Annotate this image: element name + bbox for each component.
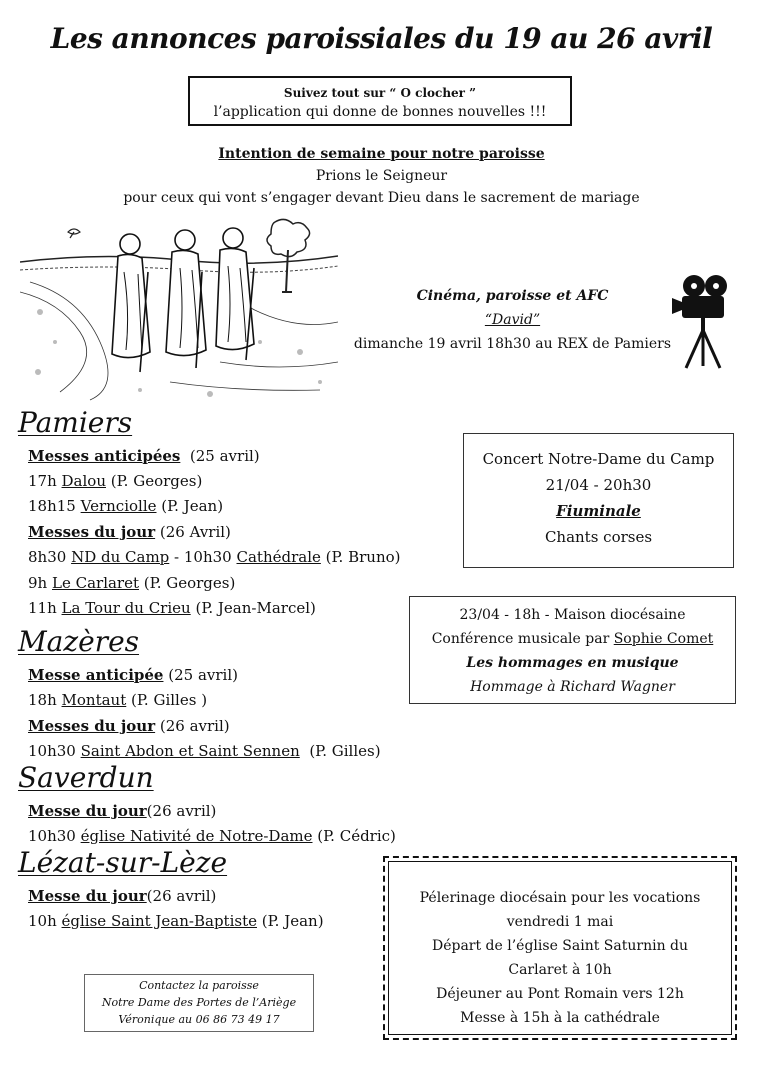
movie-camera-icon xyxy=(672,272,734,370)
concert-group: Fiuminale xyxy=(556,502,641,520)
mass-separator: - 10h30 xyxy=(169,548,237,566)
mass-place: Dalou xyxy=(61,472,106,490)
pilgrimage-line5: Déjeuner au Pont Romain vers 12h xyxy=(436,986,684,1002)
concert-title: Concert Notre-Dame du Camp xyxy=(482,450,715,468)
conference-subtitle: Hommage à Richard Wagner xyxy=(470,679,675,695)
mass-date: (25 avril) xyxy=(189,447,260,465)
mass-time: 17h xyxy=(28,472,57,490)
pilgrims-illustration xyxy=(20,212,338,402)
pilgrimage-line4: Carlaret à 10h xyxy=(508,962,612,978)
mass-date: (25 avril) xyxy=(168,666,238,684)
saverdun-mass-1 xyxy=(28,827,396,845)
mass-priest: (P. Cédric) xyxy=(317,827,396,845)
mass-priest: (P. Bruno) xyxy=(325,548,401,566)
mass-priest: (P. Georges) xyxy=(143,574,236,592)
cinema-announcement xyxy=(340,284,685,356)
page-title: Les annonces paroissiales du 19 au 26 avril xyxy=(50,22,713,55)
pamiers-mass-1 xyxy=(28,472,202,490)
pilgrimage-line1: Pélerinage diocésain pour les vocations xyxy=(419,890,701,906)
conference-box xyxy=(409,596,736,704)
mass-time: 10h30 xyxy=(28,742,76,760)
city-heading-saverdun: Saverdun xyxy=(18,761,154,794)
lezat-mass-1 xyxy=(28,912,324,930)
mass-time: 10h xyxy=(28,912,57,930)
saverdun-jour xyxy=(28,802,216,820)
concert-date: 21/04 - 20h30 xyxy=(545,476,652,494)
mass-place: Vernciolle xyxy=(80,497,157,515)
pamiers-mass-5 xyxy=(28,599,316,617)
mass-priest: (P. Gilles ) xyxy=(131,691,208,709)
contact-line2: Notre Dame des Portes de l’Ariège xyxy=(101,996,297,1009)
weekly-intention xyxy=(0,143,763,209)
mass-label: Messe du jour xyxy=(28,802,147,820)
mass-date: (26 avril) xyxy=(159,717,230,735)
mass-priest: (P. Jean) xyxy=(261,912,324,930)
city-heading-pamiers: Pamiers xyxy=(18,406,133,439)
pamiers-mass-3 xyxy=(28,548,401,566)
pamiers-mass-2 xyxy=(28,497,223,515)
intention-line2: pour ceux qui vont s’engager devant Dieu dans le sacrement de mariage xyxy=(123,190,640,206)
city-heading-mazeres: Mazères xyxy=(18,625,140,658)
concert-subtitle: Chants corses xyxy=(544,528,653,546)
mass-label: Messe du jour xyxy=(28,887,147,905)
app-promo-line1: Suivez tout sur “ O clocher ” xyxy=(283,86,477,100)
mazeres-mass-1 xyxy=(28,691,207,709)
cinema-heading: Cinéma, paroisse et AFC xyxy=(416,288,609,304)
mass-date: (26 Avril) xyxy=(159,523,231,541)
mass-time: 10h30 xyxy=(28,827,76,845)
pilgrimage-line2: vendredi 1 mai xyxy=(506,914,614,930)
city-heading-lezat: Lézat-sur-Lèze xyxy=(18,846,228,879)
conference-when: 23/04 - 18h - Maison diocésaine xyxy=(459,607,686,623)
contact-line3: Véronique au 06 86 73 49 17 xyxy=(118,1013,280,1026)
intention-line1: Prions le Seigneur xyxy=(315,168,448,184)
cinema-film-title: “David” xyxy=(484,312,541,328)
lezat-jour xyxy=(28,887,216,905)
mass-time: 9h xyxy=(28,574,48,592)
mazeres-jour xyxy=(28,717,230,735)
concert-box xyxy=(463,433,734,568)
mass-priest: (P. Georges) xyxy=(110,472,203,490)
mazeres-anticipee xyxy=(28,666,238,684)
contact-line1: Contactez la paroisse xyxy=(139,979,259,992)
mass-date: (26 avril) xyxy=(146,802,217,820)
mass-time: 8h30 xyxy=(28,548,67,566)
mass-time: 18h15 xyxy=(28,497,76,515)
contact-box xyxy=(84,974,314,1032)
mass-place: Le Carlaret xyxy=(52,574,140,592)
pilgrimage-line3: Départ de l’église Saint Saturnin du xyxy=(431,938,689,954)
pilgrimage-box xyxy=(383,856,737,1040)
app-promo-box xyxy=(188,76,572,126)
pamiers-mass-4 xyxy=(28,574,235,592)
mass-priest: (P. Gilles) xyxy=(309,742,381,760)
mass-date: (26 avril) xyxy=(146,887,217,905)
conference-speaker: Sophie Comet xyxy=(613,631,714,647)
mass-label: Messes anticipées xyxy=(28,447,181,465)
cinema-when: dimanche 19 avril 18h30 au REX de Pamiers xyxy=(353,336,672,352)
conference-speaker-line xyxy=(410,627,735,651)
mass-label: Messes du jour xyxy=(28,717,156,735)
mass-place: église Nativité de Notre-Dame xyxy=(80,827,313,845)
mass-priest: (P. Jean-Marcel) xyxy=(195,599,316,617)
mass-time: 18h xyxy=(28,691,57,709)
mass-place: église Saint Jean-Baptiste xyxy=(61,912,257,930)
intention-heading: Intention de semaine pour notre paroisse xyxy=(218,146,545,162)
app-promo-line2: l’application qui donne de bonnes nouvelles !!! xyxy=(213,104,547,120)
mass-place: ND du Camp xyxy=(71,548,170,566)
mass-place: Montaut xyxy=(61,691,127,709)
pilgrimage-line6: Messe à 15h à la cathédrale xyxy=(460,1010,660,1026)
mass-place: La Tour du Crieu xyxy=(61,599,191,617)
pamiers-jour xyxy=(28,523,231,541)
mass-place: Cathédrale xyxy=(236,548,321,566)
pilgrimage-inner xyxy=(388,861,732,1035)
mass-label: Messes du jour xyxy=(28,523,156,541)
conference-title: Les hommages en musique xyxy=(466,655,679,671)
mass-priest: (P. Jean) xyxy=(161,497,224,515)
mass-place: Saint Abdon et Saint Sennen xyxy=(80,742,300,760)
pamiers-anticipees xyxy=(28,447,260,465)
mass-time: 11h xyxy=(28,599,57,617)
mass-label: Messe anticipée xyxy=(28,666,164,684)
mazeres-mass-2 xyxy=(28,742,381,760)
conference-prefix: Conférence musicale par xyxy=(431,631,614,647)
